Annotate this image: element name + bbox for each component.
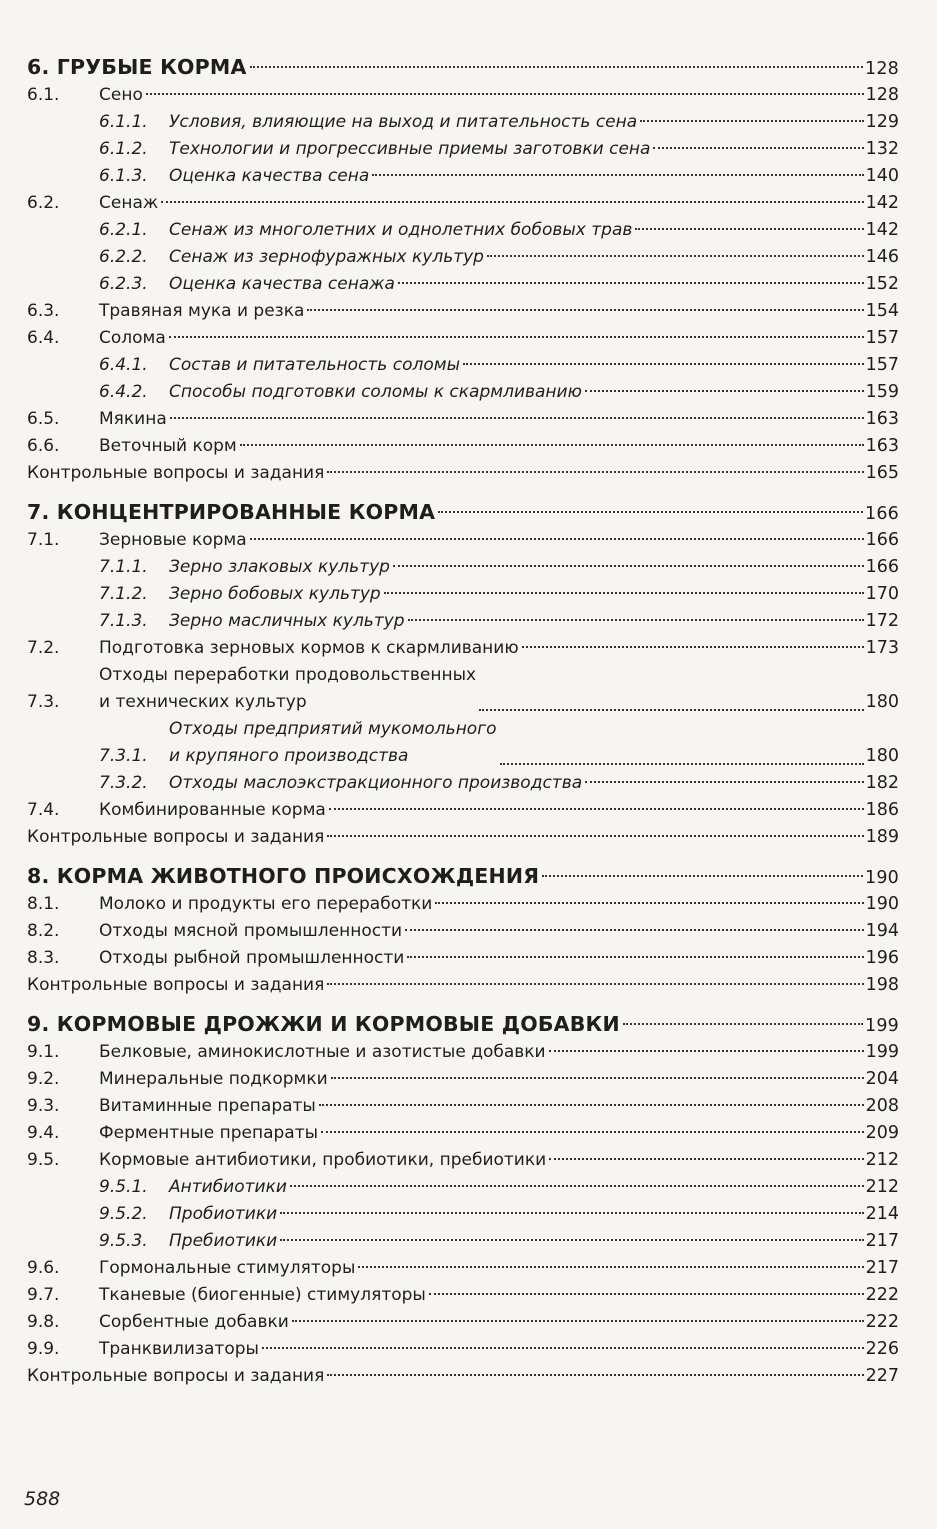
- entry-page-number: 208: [865, 1096, 899, 1116]
- entry-title: Зерно злаковых культур: [169, 557, 390, 577]
- entry-number: 9.6.: [27, 1258, 60, 1278]
- entry-number: 9.2.: [27, 1069, 60, 1089]
- entry-title: Оценка качества сенажа: [169, 274, 395, 294]
- entry-title: Контрольные вопросы и задания: [27, 463, 325, 483]
- review-questions-entry: [27, 460, 899, 487]
- entry-title: Способы подготовки соломы к скармливанию: [169, 382, 582, 402]
- dot-leader: [307, 309, 863, 311]
- dot-leader: [585, 390, 864, 392]
- entry-number: 7.3.: [27, 692, 60, 712]
- entry-number: 6.4.2.: [99, 382, 148, 402]
- entry-page-number: 227: [865, 1366, 899, 1386]
- dot-leader: [280, 1212, 863, 1214]
- entry-number: 9.1.: [27, 1042, 60, 1062]
- dot-leader: [438, 511, 863, 513]
- entry-title: Контрольные вопросы и задания: [27, 975, 325, 995]
- toc-entry: [27, 136, 899, 163]
- entry-number: 9.9.: [27, 1339, 60, 1359]
- dot-leader: [250, 538, 864, 540]
- entry-title: Транквилизаторы: [99, 1339, 259, 1359]
- entry-title: Состав и питательность соломы: [169, 355, 460, 375]
- entry-page-number: 204: [865, 1069, 899, 1089]
- entry-title: Отходы рыбной промышленности: [99, 948, 405, 968]
- entry-title: 6. ГРУБЫЕ КОРМА: [27, 55, 247, 79]
- entry-page-number: 163: [865, 436, 899, 456]
- entry-page-number: 157: [865, 355, 899, 375]
- toc-entry: [27, 770, 899, 797]
- entry-page-number: 180: [865, 746, 899, 766]
- entry-title: Пробиотики: [169, 1204, 278, 1224]
- entry-page-number: 132: [865, 139, 899, 159]
- toc-entry: [27, 918, 899, 945]
- review-questions-entry: [27, 972, 899, 999]
- entry-title: Сенаж: [99, 193, 159, 213]
- toc-section: [27, 1009, 899, 1390]
- dot-leader: [429, 1293, 864, 1295]
- entry-title: Сорбентные добавки: [99, 1312, 289, 1332]
- entry-page-number: 166: [864, 504, 899, 524]
- entry-number: 7.3.2.: [99, 773, 148, 793]
- entry-title: Условия, влияющие на выход и питательность сена: [169, 112, 638, 132]
- entry-page-number: 170: [865, 584, 899, 604]
- dot-leader: [319, 1104, 864, 1106]
- entry-number: 6.1.: [27, 85, 60, 105]
- entry-page-number: 186: [865, 800, 899, 820]
- entry-page-number: 194: [865, 921, 899, 941]
- entry-title: Ферментные препараты: [99, 1123, 319, 1143]
- toc-entry: [27, 325, 899, 352]
- dot-leader: [463, 363, 864, 365]
- toc-entry: [27, 352, 899, 379]
- entry-title: Белковые, аминокислотные и азотистые добавки: [99, 1042, 546, 1062]
- chapter-heading: [27, 497, 899, 527]
- dot-leader: [250, 66, 863, 68]
- entry-number: 6.1.2.: [99, 139, 148, 159]
- dot-leader: [329, 808, 864, 810]
- entry-title: Мякина: [99, 409, 167, 429]
- entry-title: Отходы переработки продовольственных и технических культур: [99, 665, 477, 712]
- entry-title: Веточный корм: [99, 436, 237, 456]
- entry-page-number: 217: [865, 1258, 899, 1278]
- chapter-heading: [27, 861, 899, 891]
- dot-leader: [372, 174, 863, 176]
- entry-number: 7.4.: [27, 800, 60, 820]
- entry-title: Кормовые антибиотики, пробиотики, пребиотики: [99, 1150, 547, 1170]
- toc-entry: [27, 1174, 899, 1201]
- entry-page-number: 140: [865, 166, 899, 186]
- toc-entry: [27, 891, 899, 918]
- entry-number: 9.7.: [27, 1285, 60, 1305]
- entry-page-number: 128: [865, 85, 899, 105]
- entry-title: Сено: [99, 85, 143, 105]
- chapter-heading: [27, 52, 899, 82]
- entry-page-number: 152: [865, 274, 899, 294]
- entry-page-number: 217: [865, 1231, 899, 1251]
- entry-page-number: 180: [865, 692, 899, 712]
- dot-leader: [327, 471, 863, 473]
- entry-page-number: 198: [865, 975, 899, 995]
- dot-leader: [479, 709, 864, 711]
- entry-title: Отходы предприятий мукомольного и крупяного производства: [169, 719, 497, 766]
- entry-number: 9.3.: [27, 1096, 60, 1116]
- dot-leader: [331, 1077, 864, 1079]
- entry-page-number: 154: [865, 301, 899, 321]
- entry-title: Тканевые (биогенные) стимуляторы: [99, 1285, 426, 1305]
- entry-page-number: 159: [865, 382, 899, 402]
- toc-entry: [27, 298, 899, 325]
- entry-page-number: 190: [865, 894, 899, 914]
- entry-title: 7. КОНЦЕНТРИРОВАННЫЕ КОРМА: [27, 500, 436, 524]
- dot-leader: [170, 417, 864, 419]
- entry-title: Сенаж из многолетних и однолетних бобовых трав: [169, 220, 633, 240]
- entry-page-number: 128: [864, 59, 899, 79]
- entry-title: Отходы мясной промышленности: [99, 921, 403, 941]
- entry-number: 7.1.3.: [99, 611, 148, 631]
- entry-page-number: 166: [865, 557, 899, 577]
- entry-title: Сенаж из зернофуражных культур: [169, 247, 484, 267]
- entry-title: Подготовка зерновых кормов к скармливанию: [99, 638, 519, 658]
- dot-leader: [435, 902, 863, 904]
- dot-leader: [393, 565, 864, 567]
- entry-number: 6.2.: [27, 193, 60, 213]
- entry-title: 8. КОРМА ЖИВОТНОГО ПРОИСХОЖДЕНИЯ: [27, 864, 540, 888]
- entry-number: 7.1.1.: [99, 557, 148, 577]
- entry-number: 9.8.: [27, 1312, 60, 1332]
- dot-leader: [327, 835, 863, 837]
- dot-leader: [262, 1347, 864, 1349]
- entry-title: Зерно масличных культур: [169, 611, 405, 631]
- entry-title: Зерновые корма: [99, 530, 247, 550]
- entry-number: 7.2.: [27, 638, 60, 658]
- dot-leader: [290, 1185, 864, 1187]
- toc-entry: [27, 433, 899, 460]
- entry-number: 6.1.3.: [99, 166, 148, 186]
- entry-page-number: 189: [865, 827, 899, 847]
- entry-page-number: 212: [865, 1150, 899, 1170]
- entry-number: 6.4.: [27, 328, 60, 348]
- dot-leader: [407, 956, 863, 958]
- entry-title: Зерно бобовых культур: [169, 584, 381, 604]
- entry-page-number: 165: [865, 463, 899, 483]
- entry-title: Антибиотики: [169, 1177, 287, 1197]
- toc-entry: [27, 716, 899, 770]
- entry-number: 6.2.3.: [99, 274, 148, 294]
- entry-page-number: 129: [865, 112, 899, 132]
- toc-entry: [27, 1255, 899, 1282]
- review-questions-entry: [27, 824, 899, 851]
- entry-number: 8.2.: [27, 921, 60, 941]
- toc-entry: [27, 1066, 899, 1093]
- entry-number: 8.1.: [27, 894, 60, 914]
- entry-page-number: 172: [865, 611, 899, 631]
- toc-entry: [27, 1120, 899, 1147]
- toc-entry: [27, 527, 899, 554]
- toc-entry: [27, 608, 899, 635]
- entry-title: Травяная мука и резка: [99, 301, 305, 321]
- entry-page-number: 142: [865, 220, 899, 240]
- toc-section: [27, 52, 899, 487]
- dot-leader: [405, 929, 864, 931]
- entry-page-number: 182: [865, 773, 899, 793]
- entry-title: Витаминные препараты: [99, 1096, 316, 1116]
- entry-number: 9.4.: [27, 1123, 60, 1143]
- toc-section: [27, 497, 899, 851]
- toc-entry: [27, 635, 899, 662]
- entry-page-number: 222: [865, 1285, 899, 1305]
- toc-entry: [27, 1309, 899, 1336]
- entry-page-number: 222: [865, 1312, 899, 1332]
- entry-title: Комбинированные корма: [99, 800, 326, 820]
- dot-leader: [398, 282, 864, 284]
- entry-title: Молоко и продукты его переработки: [99, 894, 433, 914]
- entry-number: 6.4.1.: [99, 355, 148, 375]
- toc-entry: [27, 1201, 899, 1228]
- entry-number: 6.1.1.: [99, 112, 148, 132]
- dot-leader: [623, 1023, 863, 1025]
- toc-entry: [27, 379, 899, 406]
- dot-leader: [327, 1374, 863, 1376]
- entry-number: 7.1.: [27, 530, 60, 550]
- toc-entry: [27, 1228, 899, 1255]
- dot-leader: [161, 201, 863, 203]
- dot-leader: [358, 1266, 863, 1268]
- entry-title: Пребиотики: [169, 1231, 278, 1251]
- table-of-contents: [27, 52, 899, 1400]
- entry-page-number: 212: [865, 1177, 899, 1197]
- toc-entry: [27, 82, 899, 109]
- dot-leader: [408, 619, 864, 621]
- entry-title: Минеральные подкормки: [99, 1069, 328, 1089]
- entry-page-number: 226: [865, 1339, 899, 1359]
- entry-number: 6.2.2.: [99, 247, 148, 267]
- entry-page-number: 157: [865, 328, 899, 348]
- toc-entry: [27, 406, 899, 433]
- dot-leader: [487, 255, 864, 257]
- toc-entry: [27, 662, 899, 716]
- entry-number: 6.2.1.: [99, 220, 148, 240]
- toc-entry: [27, 1282, 899, 1309]
- dot-leader: [635, 228, 863, 230]
- entry-number: 7.3.1.: [99, 746, 148, 766]
- toc-entry: [27, 1336, 899, 1363]
- entry-number: 9.5.2.: [99, 1204, 148, 1224]
- dot-leader: [327, 983, 863, 985]
- dot-leader: [240, 444, 864, 446]
- entry-page-number: 190: [864, 868, 899, 888]
- toc-section: [27, 861, 899, 999]
- toc-entry: [27, 1147, 899, 1174]
- toc-entry: [27, 945, 899, 972]
- entry-title: Оценка качества сена: [169, 166, 370, 186]
- toc-entry: [27, 244, 899, 271]
- entry-number: 7.1.2.: [99, 584, 148, 604]
- entry-page-number: 214: [865, 1204, 899, 1224]
- dot-leader: [292, 1320, 864, 1322]
- entry-page-number: 146: [865, 247, 899, 267]
- dot-leader: [522, 646, 864, 648]
- entry-page-number: 166: [865, 530, 899, 550]
- dot-leader: [640, 120, 863, 122]
- toc-entry: [27, 109, 899, 136]
- toc-entry: [27, 581, 899, 608]
- entry-page-number: 163: [865, 409, 899, 429]
- entry-number: 6.6.: [27, 436, 60, 456]
- dot-leader: [549, 1158, 863, 1160]
- review-questions-entry: [27, 1363, 899, 1390]
- toc-entry: [27, 217, 899, 244]
- entry-page-number: 142: [865, 193, 899, 213]
- entry-page-number: 209: [865, 1123, 899, 1143]
- page-number: 588: [24, 1488, 61, 1510]
- dot-leader: [542, 875, 863, 877]
- entry-page-number: 199: [864, 1016, 899, 1036]
- toc-entry: [27, 1039, 899, 1066]
- toc-entry: [27, 271, 899, 298]
- entry-number: 6.3.: [27, 301, 60, 321]
- entry-number: 6.5.: [27, 409, 60, 429]
- entry-title: Гормональные стимуляторы: [99, 1258, 356, 1278]
- dot-leader: [169, 336, 864, 338]
- entry-title: Отходы маслоэкстракционного производства: [169, 773, 583, 793]
- entry-number: 9.5.: [27, 1150, 60, 1170]
- toc-entry: [27, 190, 899, 217]
- dot-leader: [585, 781, 863, 783]
- entry-number: 9.5.1.: [99, 1177, 148, 1197]
- entry-title: Солома: [99, 328, 166, 348]
- entry-number: 9.5.3.: [99, 1231, 148, 1251]
- toc-entry: [27, 554, 899, 581]
- entry-page-number: 196: [865, 948, 899, 968]
- toc-entry: [27, 163, 899, 190]
- entry-page-number: 173: [865, 638, 899, 658]
- chapter-heading: [27, 1009, 899, 1039]
- dot-leader: [280, 1239, 863, 1241]
- dot-leader: [500, 763, 864, 765]
- dot-leader: [146, 93, 864, 95]
- dot-leader: [321, 1131, 864, 1133]
- entry-number: 8.3.: [27, 948, 60, 968]
- toc-entry: [27, 1093, 899, 1120]
- dot-leader: [384, 592, 864, 594]
- entry-title: 9. КОРМОВЫЕ ДРОЖЖИ И КОРМОВЫЕ ДОБАВКИ: [27, 1012, 620, 1036]
- entry-title: Технологии и прогрессивные приемы заготовки сена: [169, 139, 651, 159]
- toc-entry: [27, 797, 899, 824]
- entry-title: Контрольные вопросы и задания: [27, 1366, 325, 1386]
- entry-title: Контрольные вопросы и задания: [27, 827, 325, 847]
- dot-leader: [653, 147, 863, 149]
- entry-page-number: 199: [865, 1042, 899, 1062]
- dot-leader: [549, 1050, 864, 1052]
